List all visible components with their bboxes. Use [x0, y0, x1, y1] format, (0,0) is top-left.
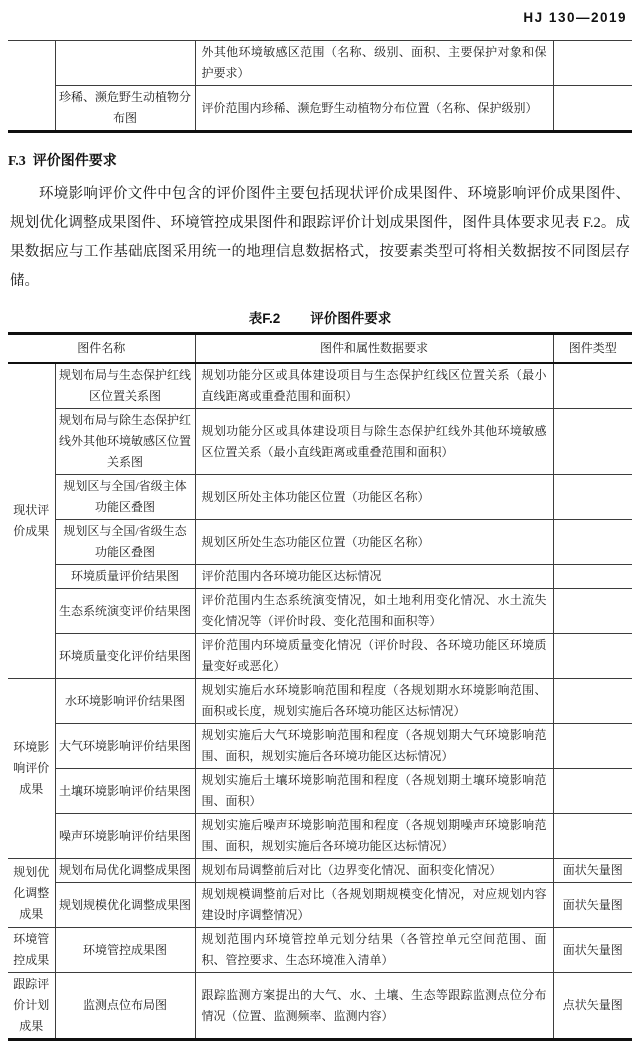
section-heading: [8, 150, 632, 170]
map-type-cell: 面状矢量图: [553, 859, 632, 883]
requirement-cell: 外其他环境敏感区范围（名称、级别、面积、主要保护对象和保护要求）: [195, 41, 553, 86]
map-name-cell: 监测点位布局图: [55, 973, 195, 1040]
requirement-cell: 规划实施后水环境影响范围和程度（各规划期水环境影响范围、面积或长度，规划实施后各环境功能区达标情况）: [195, 679, 553, 724]
map-name-cell: 环境管控成果图: [55, 928, 195, 973]
map-type-cell: [553, 409, 632, 475]
section-title: 评价图件要求: [32, 152, 117, 168]
map-type-cell: [553, 679, 632, 724]
requirement-cell: 规划区所处生态功能区位置（功能区名称）: [195, 520, 553, 565]
map-name-cell: 大气环境影响评价结果图: [55, 724, 195, 769]
map-type-cell: [553, 565, 632, 589]
requirement-cell: 评价范围内生态系统演变情况，如土地利用变化情况、水土流失变化情况等（评价时段、变化范围和面积等）: [195, 589, 553, 634]
table-row: [8, 814, 632, 859]
map-name-cell: 环境质量变化评价结果图: [55, 634, 195, 679]
requirement-cell: 规划实施后噪声环境影响范围和程度（各规划期噪声环境影响范围、面积，规划实施后各环境功能区达标情况）: [195, 814, 553, 859]
table-row: [8, 589, 632, 634]
table-row: [8, 973, 632, 1040]
map-name-cell: 规划规模优化调整成果图: [55, 883, 195, 928]
map-type-cell: [553, 814, 632, 859]
map-type-cell: [553, 41, 632, 86]
map-type-cell: 面状矢量图: [553, 928, 632, 973]
map-name-cell: 规划区与全国/省级生态功能区叠图: [55, 520, 195, 565]
table-row: [8, 363, 632, 409]
group-cell: 规划优化调整成果: [8, 859, 55, 928]
table-row: [8, 520, 632, 565]
table-row: [8, 859, 632, 883]
requirement-cell: 规划实施后土壤环境影响范围和程度（各规划期土壤环境影响范围、面积）: [195, 769, 553, 814]
table-row: [8, 409, 632, 475]
map-type-cell: [553, 589, 632, 634]
map-type-cell: [553, 86, 632, 132]
table-row: [8, 724, 632, 769]
map-type-cell: [553, 769, 632, 814]
requirement-cell: 规划区所处主体功能区位置（功能区名称）: [195, 475, 553, 520]
requirement-cell: 评价范围内各环境功能区达标情况: [195, 565, 553, 589]
group-cell: [8, 41, 55, 132]
map-name-cell: 规划布局优化调整成果图: [55, 859, 195, 883]
table-row: [8, 634, 632, 679]
map-name-cell: 水环境影响评价结果图: [55, 679, 195, 724]
table-row: [8, 769, 632, 814]
requirement-cell: 规划实施后大气环境影响范围和程度（各规划期大气环境影响范围、面积，规划实施后各环境功能区达标情况）: [195, 724, 553, 769]
table-row: [8, 86, 632, 132]
col-header-requirement: 图件和属性数据要求: [195, 334, 553, 364]
table-caption-label: 表F.2: [248, 311, 281, 326]
map-type-cell: [553, 634, 632, 679]
requirement-cell: 评价范围内环境质量变化情况（评价时段、各环境功能区环境质量变好或恶化）: [195, 634, 553, 679]
section-number: F.3: [8, 154, 26, 169]
group-cell: 环境影响评价成果: [8, 679, 55, 859]
map-type-cell: [553, 475, 632, 520]
requirement-cell: 跟踪监测方案提出的大气、水、土壤、生态等跟踪监测点位分布情况（位置、监测频率、监测内容）: [195, 973, 553, 1040]
col-header-map-type: 图件类型: [553, 334, 632, 364]
table-header-row: [8, 334, 632, 364]
requirement-cell: 评价范围内珍稀、濒危野生动植物分布位置（名称、保护级别）: [195, 86, 553, 132]
map-type-cell: [553, 520, 632, 565]
group-cell: 环境管控成果: [8, 928, 55, 973]
col-header-map-name: 图件名称: [8, 334, 195, 364]
map-type-cell: [553, 363, 632, 409]
table-caption: [0, 307, 640, 327]
map-name-cell: 规划布局与生态保护红线区位置关系图: [55, 363, 195, 409]
requirement-cell: 规划规模调整前后对比（各规划期规模变化情况，对应规划内容建设时序调整情况）: [195, 883, 553, 928]
map-type-cell: 点状矢量图: [553, 973, 632, 1040]
table-row: [8, 679, 632, 724]
requirement-cell: 规划布局调整前后对比（边界变化情况、面积变化情况）: [195, 859, 553, 883]
requirements-table: [8, 332, 632, 1041]
table-row: [8, 41, 632, 86]
requirement-cell: 规划功能分区或具体建设项目与生态保护红线区位置关系（最小直线距离或重叠范围和面积）: [195, 363, 553, 409]
map-name-cell: 珍稀、濒危野生动植物分布图: [55, 86, 195, 132]
group-cell: 跟踪评价计划成果: [8, 973, 55, 1040]
map-name-cell: 规划布局与除生态保护红线外其他环境敏感区位置关系图: [55, 409, 195, 475]
table-caption-title: 评价图件要求: [310, 311, 392, 326]
requirement-cell: 规划范围内环境管控单元划分结果（各管控单元空间范围、面积、管控要求、生态环境准入清单）: [195, 928, 553, 973]
table-row: [8, 928, 632, 973]
map-name-cell: 生态系统演变评价结果图: [55, 589, 195, 634]
table-row: [8, 883, 632, 928]
map-name-cell: 土壤环境影响评价结果图: [55, 769, 195, 814]
map-name-cell: 规划区与全国/省级主体功能区叠图: [55, 475, 195, 520]
map-name-cell: [55, 41, 195, 86]
continuation-table: [8, 40, 632, 133]
section-paragraph: 环境影响评价文件中包含的评价图件主要包括现状评价成果图件、环境影响评价成果图件、规划优化调整成果图件、环境管控成果图件和跟踪评价计划成果图件，图件具体要求见表 F.2。成果数据应与工作基础底图采用统一的地理信息数据格式，按要素类型可将相关数据按不同图层存储。: [10, 186, 630, 289]
map-name-cell: 环境质量评价结果图: [55, 565, 195, 589]
requirement-cell: 规划功能分区或具体建设项目与除生态保护红线外其他环境敏感区位置关系（最小直线距离或重叠范围和面积）: [195, 409, 553, 475]
group-cell: 现状评价成果: [8, 363, 55, 679]
map-type-cell: [553, 724, 632, 769]
table-row: [8, 565, 632, 589]
map-name-cell: 噪声环境影响评价结果图: [55, 814, 195, 859]
map-type-cell: 面状矢量图: [553, 883, 632, 928]
doc-code: HJ 130—2019: [523, 10, 627, 25]
table-row: [8, 475, 632, 520]
